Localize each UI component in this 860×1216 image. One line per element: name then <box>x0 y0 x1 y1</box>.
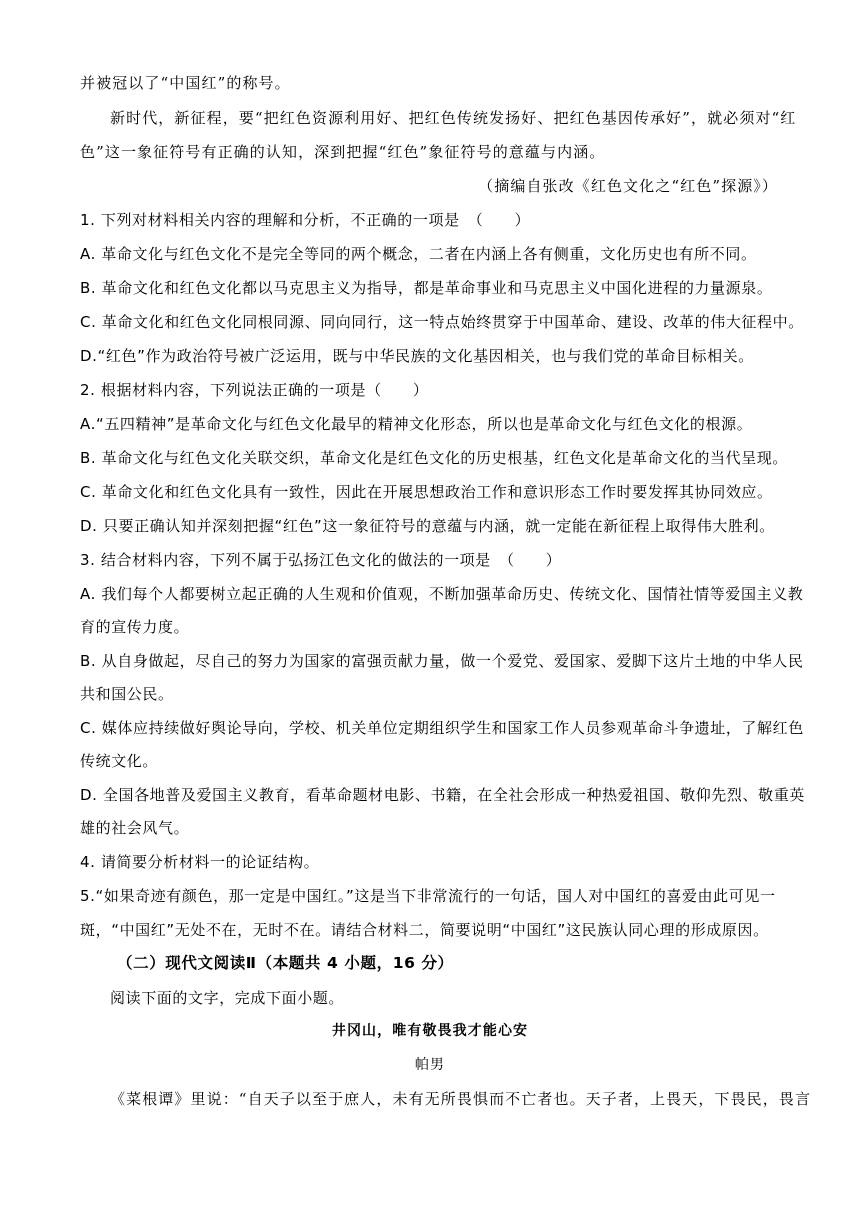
question-2-option-c: C. 革命文化和红色文化具有一致性，因此在开展思想政治工作和意识形态工作时要发挥其协同效应。 <box>80 483 773 501</box>
question-5: 5.“如果奇迹有颜色，那一定是中国红。”这是当下非常流行的一句话，国人对中国红的喜爱由此可见一 <box>80 887 776 905</box>
question-2-option-d: D. 只要正确认知并深刻把握“红色”这一象征符号的意蕴与内涵，就一定能在新征程上取得伟大胜利。 <box>80 517 775 535</box>
question-2-option-a: A.“五四精神”是革命文化与红色文化最早的精神文化形态，所以也是革命文化与红色文化的根源。 <box>80 415 753 433</box>
material-paragraph: 色”这一象征符号有正确的认知，深到把握“红色”象征符号的意蕴与内涵。 <box>80 143 606 161</box>
source-citation: （摘编自张改《红色文化之“红色”探源》） <box>478 177 778 195</box>
material-paragraph: 新时代，新征程，要“把红色资源利用好、把红色传统发扬好、把红色基因传承好”，就必须对“红 <box>110 109 797 127</box>
question-1-stem: 1. 下列对材料相关内容的理解和分析，不正确的一项是 （ ） <box>80 211 531 229</box>
question-2-stem: 2. 根据材料内容，下列说法正确的一项是（ ） <box>80 381 429 399</box>
question-3-option-c: C. 媒体应持续做好舆论导向，学校、机关单位定期组织学生和国家工作人员参观革命斗争遗址，了解红色 <box>80 719 804 737</box>
question-4: 4. 请简要分析材料一的论证结构。 <box>80 853 320 871</box>
article-title: 井冈山，唯有敬畏我才能心安 <box>331 1023 529 1039</box>
question-3-option-d-cont: 雄的社会风气。 <box>80 819 190 837</box>
section-heading: （二）现代文阅读Ⅱ（本题共 4 小题，16 分） <box>117 954 454 972</box>
question-3-option-a-cont: 育的宣传力度。 <box>80 618 190 636</box>
material-line: 并被冠以了“中国红”的称号。 <box>80 74 291 92</box>
question-5-cont: 斑，“中国红”无处不在，无时不在。请结合材料二，简要说明“中国红”这民族认同心理的形成原因。 <box>80 921 769 939</box>
question-1-option-b: B. 革命文化和红色文化都以马克思主义为指导，都是革命事业和马克思主义中国化进程的力量源泉。 <box>80 279 773 297</box>
reading-instruction: 阅读下面的文字，完成下面小题。 <box>110 989 345 1007</box>
question-1-option-d: D.“红色”作为政治符号被广泛运用，既与中华民族的文化基因相关，也与我们党的革命目标相关。 <box>80 347 754 365</box>
question-3-option-d: D. 全国各地普及爱国主义教育，看革命题材电影、书籍，在全社会形成一种热爱祖国、敬仰先烈、敬重英 <box>80 786 805 804</box>
article-first-line: 《菜根谭》里说：“自天子以至于庶人，未有无所畏惧而不亡者也。天子者，上畏天，下畏民，畏言 <box>110 1090 812 1108</box>
question-1-option-c: C. 革命文化和红色文化同根同源、同向同行，这一特点始终贯穿于中国革命、建设、改革的伟大征程中。 <box>80 313 804 331</box>
question-3-stem: 3. 结合材料内容，下列不属于弘扬江色文化的做法的一项是 （ ） <box>80 551 562 569</box>
question-3-option-a: A. 我们每个人都要树立起正确的人生观和价值观，不断加强革命历史、传统文化、国情社情等爱国主义教 <box>80 585 804 603</box>
question-3-option-b-cont: 共和国公民。 <box>80 685 174 703</box>
question-2-option-b: B. 革命文化与红色文化关联交织，革命文化是红色文化的历史根基，红色文化是革命文化的当代呈现。 <box>80 449 789 467</box>
question-3-option-c-cont: 传统文化。 <box>80 752 159 770</box>
question-1-option-a: A. 革命文化与红色文化不是完全等同的两个概念，二者在内涵上各有侧重，文化历史也有所不同。 <box>80 245 757 263</box>
question-3-option-b: B. 从自身做起，尽自己的努力为国家的富强贡献力量，做一个爱党、爱国家、爱脚下这片土地的中华人民 <box>80 652 804 670</box>
article-author: 帕男 <box>414 1057 446 1073</box>
